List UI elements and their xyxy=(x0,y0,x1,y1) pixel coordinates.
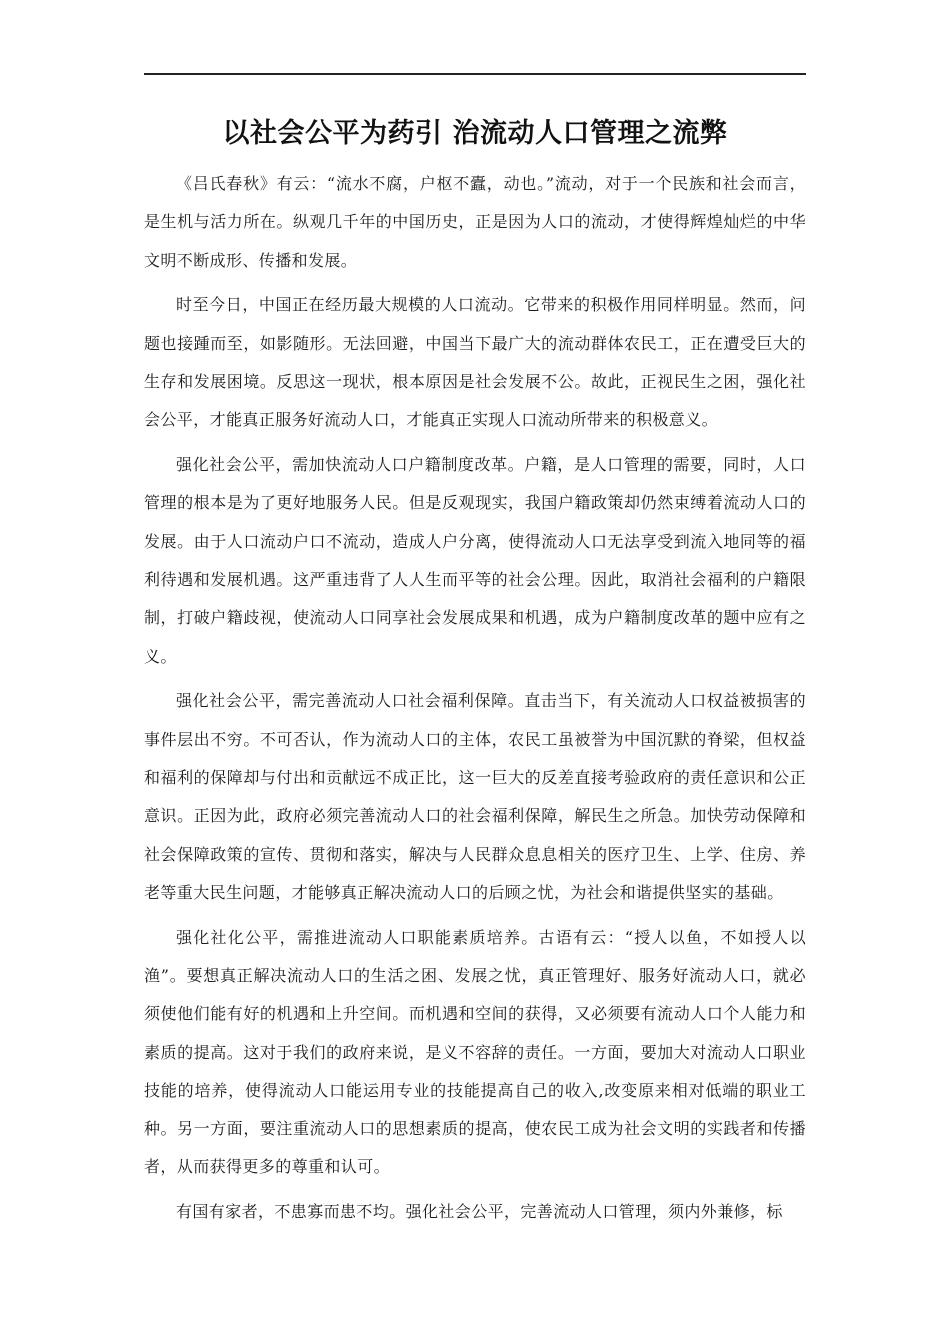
paragraph-6: 有国有家者，不患寡而患不均。强化社会公平，完善流动人口管理，须内外兼修，标 xyxy=(176,1202,783,1222)
paragraph-3: 强化社会公平，需加快流动人口户籍制度改革。户籍，是人口管理的需要，同时，人口管理的根本是为了更好地服务人民。但是反观现实，我国户籍政策却仍然束缚着流动人口的发展。由于人口流动户口不流动，造成人户分离，使得流动人口无法享受到流入地同等的福利待遇和发展机遇。这严重违背了人人生而平等的社会公理。因此，取消社会福利的户籍限制，打破户籍歧视，使流动人口同享社会发展成果和机遇，成为户籍制度改革的题中应有之义。 xyxy=(144,455,806,666)
paragraph-4: 强化社会公平，需完善流动人口社会福利保障。直击当下，有关流动人口权益被损害的事件层出不穷。不可否认，作为流动人口的主体，农民工虽被誉为中国沉默的脊梁，但权益和福利的保障却与付出和贡献远不成正比，这一巨大的反差直接考验政府的责任意识和公正意识。正因为此，政府必须完善流动人口的社会福利保障，解民生之所急。加快劳动保障和社会保障政策的宣传、贯彻和落实，解决与人民群众息息相关的医疗卫生、上学、住房、养老等重大民生问题，才能够真正解决流动人口的后顾之忧，为社会和谐提供坚实的基础。 xyxy=(144,691,806,902)
paragraph-1: 《吕氏春秋》有云：“流水不腐，户枢不蠹，动也。”流动，对于一个民族和社会而言，是生机与活力所在。纵观几千年的中国历史，正是因为人口的流动，才使得辉煌灿烂的中华文明不断成形、传播和发展。 xyxy=(144,174,806,270)
document-title: 以社会公平为药引 治流动人口管理之流弊 xyxy=(222,118,728,149)
header-rule xyxy=(144,73,806,75)
paragraph-2: 时至今日，中国正在经历最大规模的人口流动。它带来的积极作用同样明显。然而，问题也接踵而至，如影随形。无法回避，中国当下最广大的流动群体农民工，正在遭受巨大的生存和发展困境。反思这一现状，根本原因是社会发展不公。故此，正视民生之困，强化社会公平，才能真正服务好流动人口，才能真正实现人口流动所带来的积极意义。 xyxy=(144,295,806,430)
paragraph-5: 强化社化公平，需推进流动人口职能素质培养。古语有云：“授人以鱼，不如授人以渔”。要想真正解决流动人口的生活之困、发展之忧，真正管理好、服务好流动人口，就必须使他们能有好的机遇和上升空间。而机遇和空间的获得，又必须要有流动人口个人能力和素质的提高。这对于我们的政府来说，是义不容辞的责任。一方面，要加大对流动人口职业技能的培养，使得流动人口能运用专业的技能提高自己的收入,改变原来相对低端的职业工种。另一方面，要注重流动人口的思想素质的提高，使农民工成为社会文明的实践者和传播者，从而获得更多的尊重和认可。 xyxy=(144,927,806,1177)
document-body xyxy=(144,165,806,1238)
